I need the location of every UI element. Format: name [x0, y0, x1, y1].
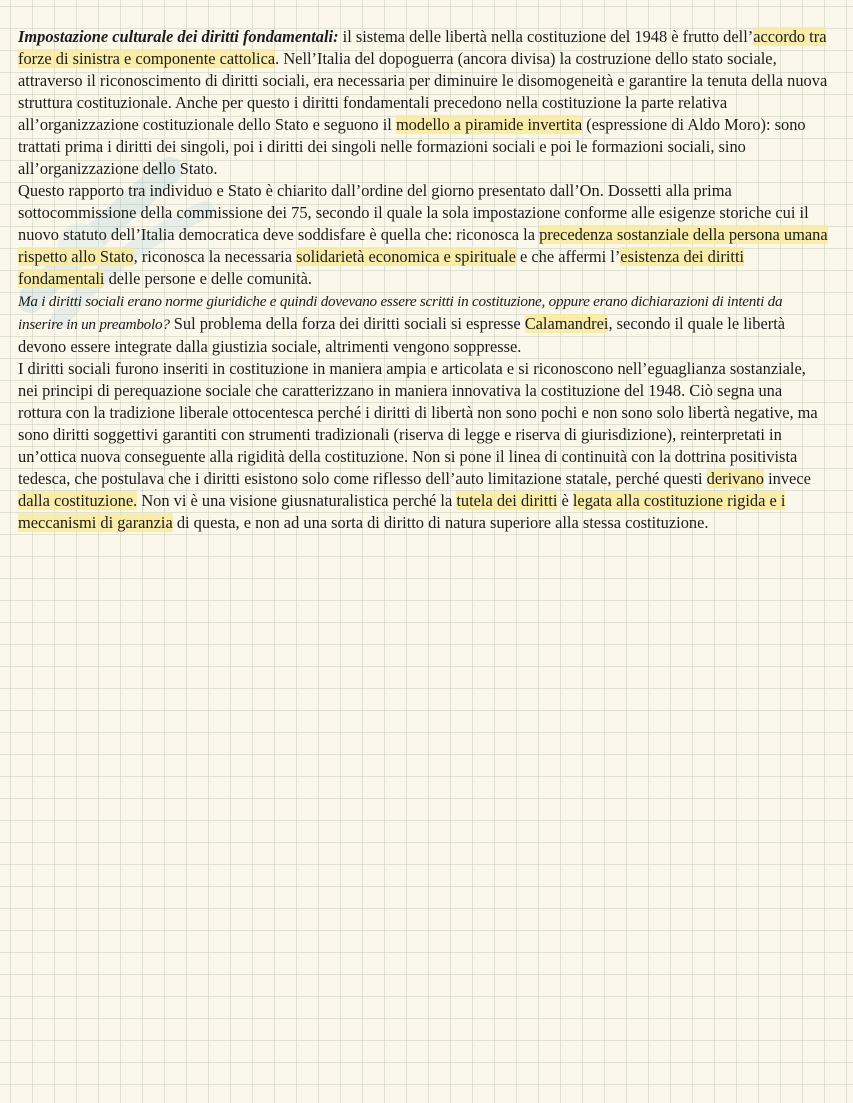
text-run: il sistema delle libertà nella costituzione del 1948 è frutto dell’ — [338, 27, 754, 46]
text-run: , riconosca la necessaria — [133, 247, 297, 266]
text-run: Sul problema della forza dei diritti sociali si espresse — [169, 314, 525, 333]
highlighted-text: esistenza dei diritti fondamentali — [18, 247, 745, 288]
highlighted-text: legata alla costituzione rigida e i meccanismi di garanzia — [18, 491, 786, 532]
italic-question: Ma i diritti sociali erano norme giuridiche e quindi dovevano essere scritti in costituzione, oppure erano dichiarazioni di intenti da inserire in un preambolo? — [18, 293, 783, 333]
highlighted-text: dalla costituzione. — [18, 491, 138, 510]
text-run: (espressione di Aldo Moro): sono trattati prima i diritti dei singoli, poi i diritti dei singoli nelle formazioni sociali e poi le formazioni sociali, sino all’organizzazione dello Stato. — [18, 115, 806, 178]
text-run: , secondo il quale le libertà devono essere integrate dalla giustizia sociale, altrimenti vengono soppresse. — [18, 314, 786, 356]
text-run: è — [557, 491, 573, 510]
text-run: di questa, e non ad una sorta di diritto di natura superiore alla stessa costituzione. — [172, 513, 709, 532]
text-run: Impostazione culturale dei diritti fondamentali: — [18, 27, 339, 46]
text-run: invece — [764, 469, 811, 488]
text-run: e che affermi l’ — [515, 247, 621, 266]
document-body — [18, 26, 828, 534]
paragraph — [18, 290, 828, 358]
paragraph — [18, 26, 828, 180]
paragraph — [18, 180, 828, 290]
paragraph — [18, 358, 828, 534]
highlighted-text: tutela dei diritti — [456, 491, 558, 510]
text-run: delle persone e delle comunità. — [104, 269, 313, 288]
highlighted-text: Calamandrei — [524, 314, 609, 333]
text-run: Non vi è una visione giusnaturalistica perché la — [137, 491, 457, 510]
highlighted-text: precedenza sostanziale della persona umana rispetto allo Stato — [18, 225, 828, 266]
highlighted-text: modello a piramide invertita — [395, 115, 583, 134]
text-run: . Nell’Italia del dopoguerra (ancora divisa) la costruzione dello stato sociale, attraverso il riconoscimento di diritti sociali, era necessaria per diminuire le disomogeneità e garantire la tenuta della nuova struttura costituzionale. Anche per questo i diritti fondamentali precedono nella costituzione la parte relativa all’organizzazione costituzionale dello Stato e seguono il — [18, 49, 828, 134]
highlighted-text: derivano — [706, 469, 764, 488]
text-run: Questo rapporto tra individuo e Stato è chiarito dall’ordine del giorno presentato dall’On. Dossetti alla prima sottocommissione della commissione dei 75, secondo il quale la sola impostazione conforme alle esigenze storiche cui il nuovo statuto dell’Italia democratica deve soddisfare è quella che: riconosca la — [18, 181, 809, 244]
highlighted-text: solidarietà economica e spirituale — [296, 247, 516, 266]
highlighted-text: accordo tra forze di sinistra e componente cattolica — [18, 27, 827, 68]
text-run: I diritti sociali furono inseriti in costituzione in maniera ampia e articolata e si riconoscono nell’eguaglianza sostanziale, nei principi di perequazione sociale che caratterizzano in maniera innovativa la costituzione del 1948. Ciò segna una rottura con la tradizione liberale ottocentesca perché i diritti di libertà non sono pochi e non sono solo libertà negative, ma sono diritti soggettivi garantiti con strumenti tradizionali (riserva di legge e riserva di giurisdizione), reinterpretati in un’ottica nuova conseguente alla rigidità della costituzione. Non si pone il linea di continuità con la dottrina positivista tedesca, che postulava che i diritti esistono solo come riflesso dell’auto limitazione statale, perché questi — [18, 359, 818, 488]
